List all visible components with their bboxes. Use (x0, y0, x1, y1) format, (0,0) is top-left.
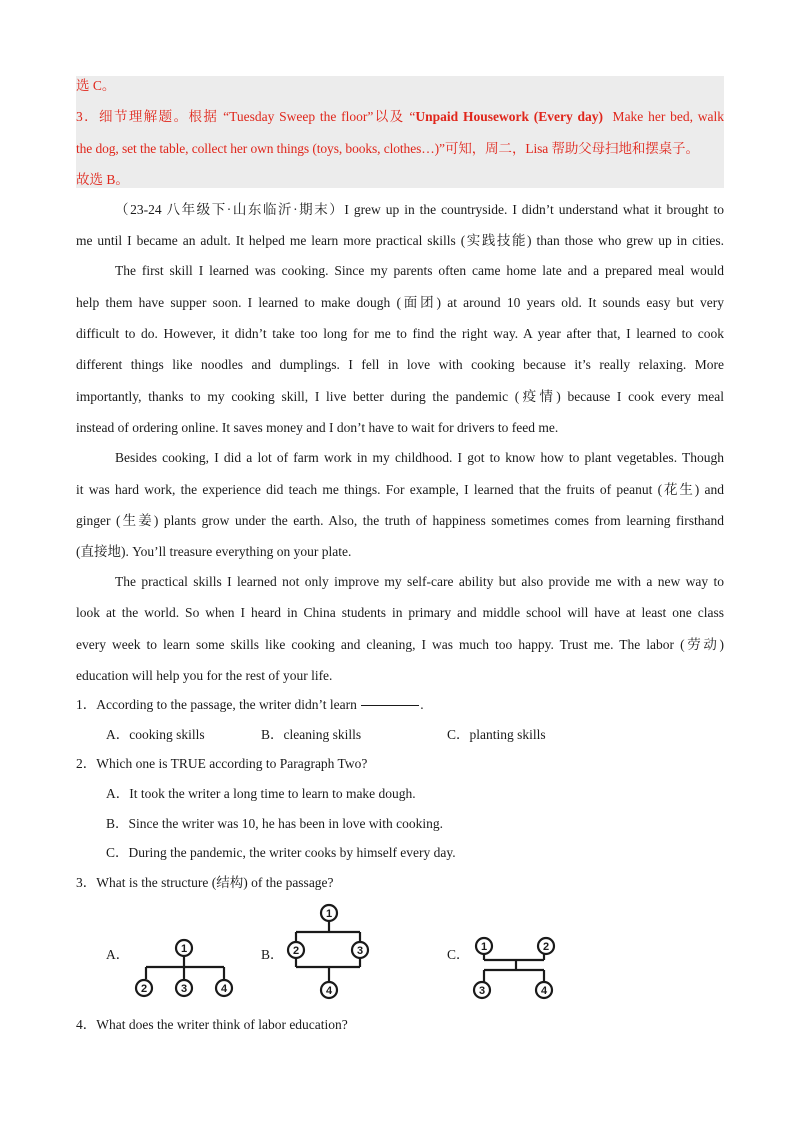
question-2-stem: 2．Which one is TRUE according to Paragraph Two? (76, 756, 368, 771)
question-2-option-c[interactable]: C．During the pandemic, the writer cooks by himself every day. (106, 845, 456, 860)
answer-line-2: 3．细节理解题。根据 “Tuesday Sweep the floor”以及 “Unpaid Housework (Every day) Make her bed, walk (76, 109, 724, 124)
passage-line: importantly, thanks to my cooking skill, I live better during the pandemic (疫情) because I cook every meal (76, 389, 724, 404)
circled-number: 3 (478, 985, 486, 997)
answer-blank (361, 705, 419, 706)
circled-number: 4 (220, 983, 228, 995)
circled-number: 2 (292, 945, 300, 957)
circled-number: 3 (356, 945, 364, 957)
question-3-option-b[interactable]: B． (261, 947, 284, 962)
structure-diagram-a (128, 938, 238, 1000)
structure-diagram-c (468, 934, 560, 1000)
circled-number: 1 (325, 908, 333, 920)
question-3-stem: 3．What is the structure (结构) of the passage? (76, 875, 334, 890)
question-1-stem: 1．According to the passage, the writer didn’t learn . (76, 697, 424, 712)
question-1-option-a[interactable]: A．cooking skills (106, 727, 205, 742)
passage-line: The practical skills I learned not only improve my self-care ability but also provide me with a new way to (115, 574, 724, 589)
structure-diagram-b (284, 902, 374, 1000)
question-1-option-b[interactable]: B．cleaning skills (261, 727, 362, 742)
passage-line: help them have supper soon. I learned to make dough (面团) at around 10 years old. It sounds easy but very (76, 295, 724, 310)
passage-line: look at the world. So when I heard in China students in primary and middle school will have at least one class (76, 605, 724, 620)
circled-number: 4 (540, 985, 548, 997)
passage-line: different things like noodles and dumplings. I fell in love with cooking because it’s really relaxing. More (76, 357, 724, 372)
circled-number: 1 (180, 943, 188, 955)
passage-line: me until I became an adult. It helped me learn more practical skills (实践技能) than those who grew up in cities. (76, 233, 724, 248)
passage-line: every week to learn some skills like cooking and cleaning, I was much too happy. Trust me. The labor (劳动) (76, 637, 724, 652)
passage-line: difficult to do. However, it didn’t take too long for me to find the right way. A year after that, I learned to cook (76, 326, 724, 341)
passage-line: ginger (生姜) plants grow under the earth. Also, the truth of happiness sometimes comes from learning firsthand (76, 513, 724, 528)
passage-line: education will help you for the rest of your life. (76, 668, 333, 683)
passage-line: The first skill I learned was cooking. Since my parents often came home late and a prepared meal would (115, 263, 724, 278)
circled-number: 1 (480, 941, 488, 953)
passage-line: it was hard work, the experience did teach me things. For example, I learned that the fruits of peanut (花生) and (76, 482, 724, 497)
question-2-option-b[interactable]: B．Since the writer was 10, he has been in love with cooking. (106, 816, 444, 831)
answer-line-1: 选 C。 (76, 78, 116, 93)
passage-line: instead of ordering online. It saves money and I don’t have to wait for drivers to feed me. (76, 420, 559, 435)
answer-line-4: 故选 B。 (76, 172, 129, 187)
passage-line: Besides cooking, I did a lot of farm work in my childhood. I got to know how to plant vegetables. Though (115, 450, 724, 465)
question-4-stem: 4．What does the writer think of labor education? (76, 1017, 348, 1032)
question-3-option-a[interactable]: A． (106, 947, 130, 962)
answer-line-3: the dog, set the table, collect her own things (toys, books, clothes…)”可知，周二，Lisa 帮助父母扫地和摆桌子。 (76, 141, 699, 156)
question-3-option-c[interactable]: C． (447, 947, 470, 962)
circled-number: 2 (542, 941, 550, 953)
passage-line: （23-24 八年级下·山东临沂·期末）I grew up in the countryside. I didn’t understand what it brought to (115, 202, 724, 217)
question-1-option-c[interactable]: C．planting skills (447, 727, 546, 742)
circled-number: 2 (140, 983, 148, 995)
passage-line: (直接地). You’ll treasure everything on your plate. (76, 544, 352, 559)
question-2-option-a[interactable]: A．It took the writer a long time to learn to make dough. (106, 786, 416, 801)
circled-number: 3 (180, 983, 188, 995)
circled-number: 4 (325, 985, 333, 997)
